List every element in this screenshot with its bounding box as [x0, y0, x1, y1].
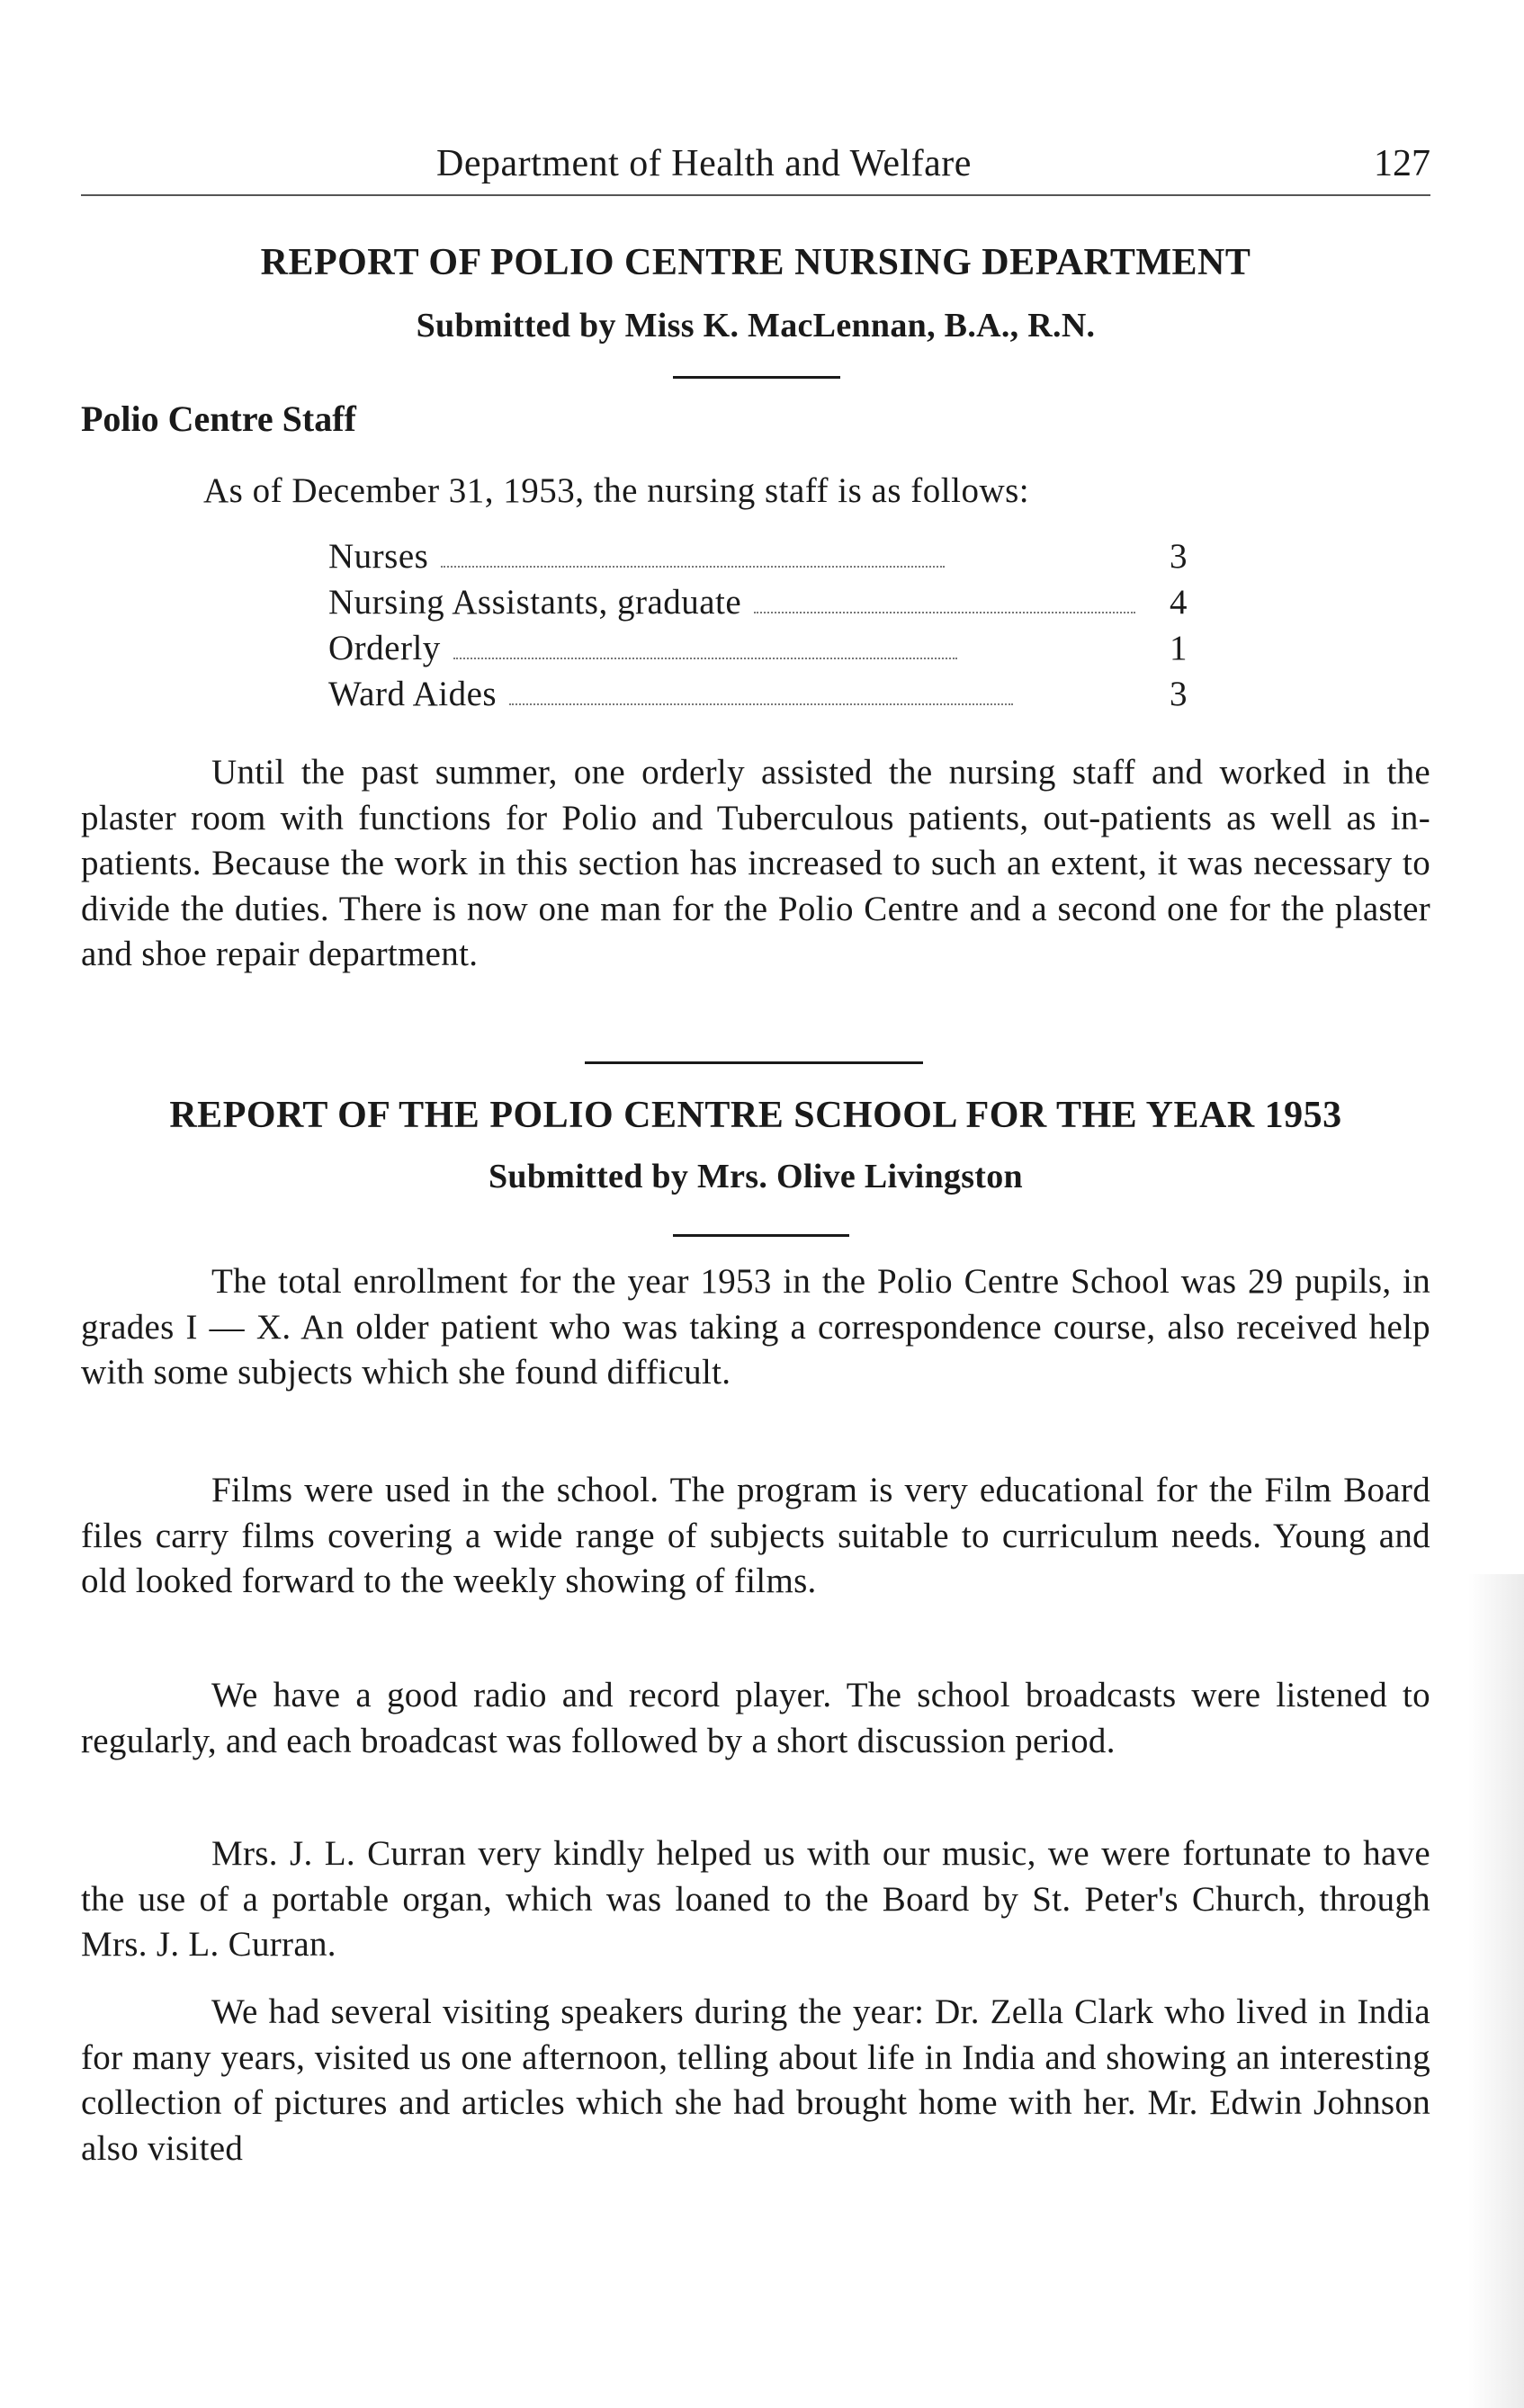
staff-count: 3 — [1170, 537, 1188, 576]
staff-role: Nurses — [328, 537, 429, 576]
section-divider — [673, 376, 840, 379]
school-paragraph: We had several visiting speakers during the year: Dr. Zella Clark who lived in India for many years, visited us one afternoon, telling about life in India and showing an interesting collection of pictures and articles which she had brought home with her. Mr. Edwin Johnson also visited — [81, 1992, 1430, 2168]
nursing-paragraph: Until the past summer, one orderly assisted the nursing staff and worked in the plaster room with functions for Polio and Tuberculous patients, out-patients as well as in-patients. Because the work in this section has increased to such an extent, it was necessary to divide the duties. There is now one man for the Polio Centre and a second one for the plaster and shoe repair department. — [81, 753, 1430, 973]
staff-role: Ward Aides — [328, 675, 498, 713]
running-header — [81, 135, 1430, 196]
header-rule — [81, 194, 1430, 196]
running-title: Department of Health and Welfare — [436, 143, 972, 184]
staff-row — [328, 582, 1188, 628]
section-divider — [673, 1234, 849, 1237]
staff-count: 4 — [1170, 583, 1188, 622]
school-paragraph: The total enrollment for the year 1953 in the Polio Centre School was 29 pupils, in grades I — X. An older patient who was taking a correspondence course, also received help with some subjects which she found difficult. — [81, 1262, 1430, 1392]
dot-leader — [509, 703, 1013, 705]
nursing-report-title: REPORT OF POLIO CENTRE NURSING DEPARTMENT — [260, 242, 1251, 283]
school-paragraph: Mrs. J. L. Curran very kindly helped us with our music, we were fortunate to have the use of a portable organ, which was loaned to the Board by St. Peter's Church, through Mrs. J. L. Curran. — [81, 1834, 1430, 1964]
school-paragraph: Films were used in the school. The program is very educational for the Film Board files carry films covering a wide range of subjects suitable to curriculum needs. Young and old looked forward to the weekly showing of films. — [81, 1471, 1430, 1600]
staff-row — [328, 674, 1188, 720]
section-heading-polio-centre-staff: Polio Centre Staff — [81, 398, 356, 439]
staff-row — [328, 628, 1188, 674]
staff-row — [328, 536, 1188, 582]
dot-leader — [754, 611, 1135, 613]
staff-role: Orderly — [328, 629, 441, 667]
staff-intro-text: As of December 31, 1953, the nursing staff is as follows: — [203, 471, 1030, 510]
dot-leader — [453, 657, 957, 659]
report-divider — [585, 1061, 923, 1064]
page-number: 127 — [1374, 143, 1430, 184]
page-edge-shadow — [1468, 1574, 1524, 2408]
staff-list — [328, 536, 1188, 720]
school-report-title: REPORT OF THE POLIO CENTRE SCHOOL FOR THE YEAR 1953 — [169, 1095, 1342, 1136]
school-report-byline: Submitted by Mrs. Olive Livingston — [489, 1158, 1023, 1195]
dot-leader — [441, 565, 945, 568]
staff-count: 3 — [1170, 675, 1188, 713]
school-paragraph: We have a good radio and record player. The school broadcasts were listened to regularly, and each broadcast was followed by a short discussion period. — [81, 1676, 1430, 1760]
nursing-report-byline: Submitted by Miss K. MacLennan, B.A., R.N. — [416, 307, 1096, 345]
staff-role: Nursing Assistants, graduate — [328, 583, 742, 622]
staff-count: 1 — [1170, 629, 1188, 667]
